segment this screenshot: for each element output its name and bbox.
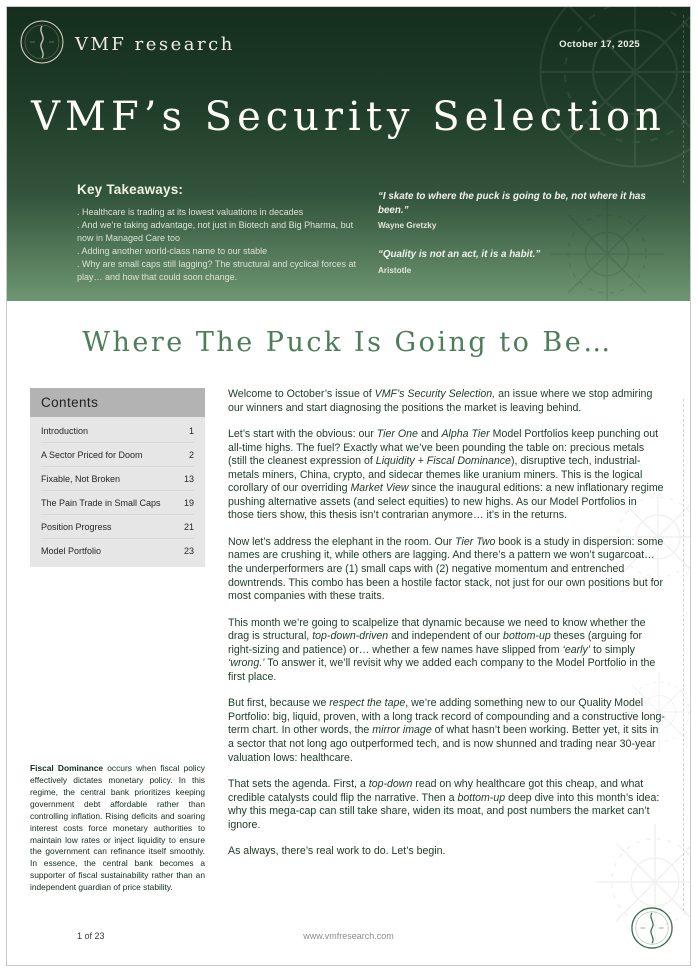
body-paragraph: But first, because we respect the tape, we’re adding something new to our Quality Model Portfolio: big, liquid, proven, with a long track record of compounding and a constructive long-term chart. In other words, the mirror image of what hasn’t been working. Better yet, it sits in a sector that not long ago outperformed tech, and is now shunned and trading near 30-year valuation lows: healthcare.	[228, 697, 665, 764]
body-paragraph: Let’s start with the obvious: our Tier One and Alpha Tier Model Portfolios keep punching out all-time highs. The fuel? Exactly what we’ve been pounding the table on: precious metals (still the cleanest expression of Liquidity + Fiscal Dominance), disruptive tech, industrial-metals miners, China, crypto, and sidecar themes like uranium miners. This is the logical corollary of our overriding Market View since the inaugural editions: a new inflationary regime pushing alternative assets (and select equities) to new highs. As our Model Portfolios in those tiers show, this thesis isn’t contrarian anymore… it’s in the returns.	[228, 428, 664, 522]
toc-page: 13	[183, 474, 194, 484]
page-body	[7, 301, 690, 903]
contents-heading: Contents	[30, 388, 205, 417]
issue-date: October 17, 2025	[559, 39, 640, 50]
takeaway-item: . And we’re taking advantage, not just in Biotech and Big Pharma, but now in Managed Care too	[77, 220, 354, 244]
key-takeaways	[77, 182, 365, 284]
toc-item-position-progress[interactable]	[41, 515, 194, 539]
brand-lockup	[19, 19, 235, 70]
left-sidebar	[30, 388, 205, 903]
page-footer	[7, 931, 690, 945]
quote	[378, 248, 654, 275]
toc-item-pain-trade-small-caps[interactable]	[41, 491, 194, 515]
vmf-logo-icon	[19, 19, 65, 70]
quote-author: Aristotle	[378, 266, 412, 276]
toc-item-sector-priced-for-doom[interactable]	[41, 443, 194, 467]
toc-page: 23	[183, 546, 194, 556]
toc-label: Position Progress	[41, 522, 112, 532]
header-banner	[7, 7, 690, 301]
body-paragraph: As always, there’s real work to do. Let’s begin.	[228, 845, 446, 858]
toc-item-introduction[interactable]	[41, 419, 194, 443]
toc-label: Model Portfolio	[41, 546, 102, 556]
takeaway-item: . Why are small caps still lagging? The structural and cyclical forces at play… and how that could soon change.	[77, 259, 356, 283]
quote-text: “Quality is not an act, it is a habit.”	[378, 249, 541, 261]
toc-item-model-portfolio[interactable]	[41, 539, 194, 562]
toc-label: Introduction	[41, 426, 89, 436]
toc-label: Fixable, Not Broken	[41, 474, 121, 484]
fiscal-dominance-sidenote: Fiscal Dominance occurs when fiscal policy effectively dictates monetary policy. In this regime, the central bank prioritizes keeping government debt affordable rather than controlling inflation. Rising deficits and soaring interest costs force monetary authorities to maintain low rates or inject liquidity to ensure the government can refinance itself smoothly. In essence, the central bank becomes a supporter of fiscal sustainability rather than an independent guardian of price stability.	[30, 763, 205, 893]
quote	[378, 190, 654, 230]
toc-item-fixable-not-broken[interactable]	[41, 467, 194, 491]
quote-author: Wayne Gretzky	[378, 221, 437, 231]
body-paragraph: Welcome to October’s issue of VMF’s Security Selection, an issue where we stop admiring our winners and start diagnosing the positions the market is leaving behind.	[228, 388, 653, 414]
contents-list	[30, 417, 205, 567]
toc-label: A Sector Priced for Doom	[41, 450, 143, 460]
quotes-block	[378, 190, 654, 284]
body-paragraph: Now let’s address the elephant in the room. Our Tier Two book is a study in dispersion: some names are crushing it, while others are lagging. And there’s a pattern we won’t sugarcoat… the underperformers are (1) small caps with (2) negative momentum and entrenched downtrends. This combo has been a hostile factor stack, not just for our own positions but for most companies with these traits.	[228, 535, 664, 603]
toc-page: 21	[183, 522, 194, 532]
section-title: Where The Puck Is Going to Be…	[82, 327, 613, 358]
body-paragraph: This month we’re going to scalpelize that dynamic because we need to know whether the drag is structural, top-down-driven and independent of our bottom-up theses (arguing for right-sizing and patience) or… whether a few names have slipped from ‘early’ to simply ‘wrong.’ To answer it, we’ll revisit why we added each company to the Model Portfolio in the first place.	[228, 616, 656, 683]
page-number: 1 of 23	[77, 931, 105, 941]
toc-page: 19	[183, 498, 194, 508]
key-takeaways-heading: Key Takeaways:	[77, 182, 184, 197]
toc-page: 2	[188, 450, 194, 460]
ornament-dashed-line	[683, 399, 684, 911]
ornament-dashed-line	[683, 15, 684, 183]
takeaway-item: . Adding another world-class name to our stable	[77, 246, 268, 257]
takeaway-item: . Healthcare is trading at its lowest valuations in decades	[77, 207, 304, 217]
toc-label: The Pain Trade in Small Caps	[41, 498, 161, 508]
toc-page: 1	[188, 426, 194, 436]
document-title: VMF’s Security Selection	[31, 94, 666, 140]
footer-logo-icon	[630, 906, 674, 955]
brand-name: VMF research	[75, 34, 235, 55]
website-link[interactable]: www.vmfresearch.com	[303, 931, 394, 941]
body-paragraph: That sets the agenda. First, a top-down read on why healthcare got this cheap, and what credible catalysts could flip the narrative. Then a bottom-up deep dive into this month’s idea: why this mega-cap can still take share, widen its moat, and post numbers the market can’t ignore.	[228, 778, 660, 831]
document-page	[6, 6, 691, 966]
table-of-contents	[30, 388, 205, 567]
article-text	[228, 388, 665, 872]
quote-text: “I skate to where the puck is going to be, not where it has been.”	[378, 191, 646, 216]
